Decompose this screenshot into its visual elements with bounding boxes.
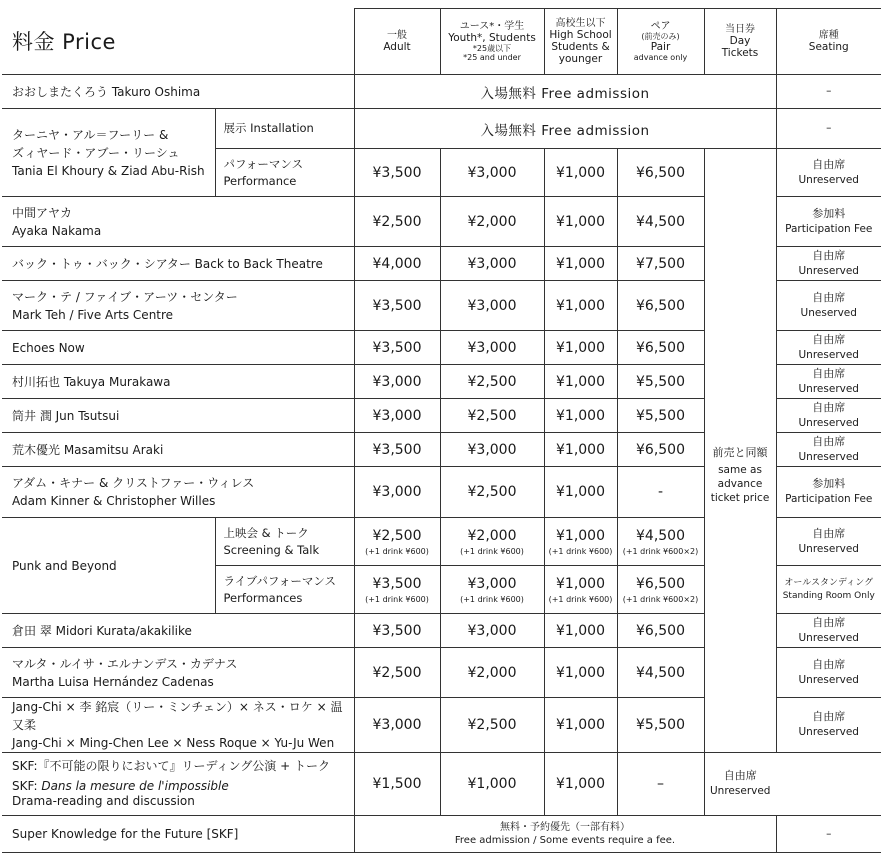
event-name-line: SKF:『不可能の限りにおいて』リーディング公演 + トーク <box>12 759 330 773</box>
event-name-line: ターニヤ・アル＝フーリー & <box>12 127 169 142</box>
header-seating <box>776 9 881 75</box>
price-highschool: ¥1,000 <box>544 331 617 365</box>
drink-note: (+1 drink ¥600) <box>460 546 524 556</box>
event-name-line: おおしまたくろう Takuro Oshima <box>12 84 201 99</box>
event-name <box>2 399 354 433</box>
seating-en: Unreserved <box>798 542 859 555</box>
day-ticket-note-en: ticket price <box>710 491 770 504</box>
event-name-line: 倉田 翠 Midori Kurata/akakilike <box>12 623 192 638</box>
price-adult: ¥3,000 <box>354 467 440 518</box>
drink-note: (+1 drink ¥600) <box>365 546 429 556</box>
event-name-line: 中間アヤカ <box>12 205 73 220</box>
table-row <box>2 109 881 149</box>
seating-jp: 自由席 <box>812 400 846 414</box>
price-value: ¥2,500 <box>372 527 422 544</box>
price-adult: ¥3,000 <box>354 698 440 753</box>
event-name-line: Punk and Beyond <box>12 558 117 573</box>
price-youth: ¥3,000 <box>440 614 544 648</box>
event-name-line: Tania El Khoury & Ziad Abu-Rish <box>12 163 205 178</box>
drink-note: (+1 drink ¥600) <box>548 594 613 604</box>
price-value: ¥1,000 <box>556 575 605 592</box>
price-value: ¥2,000 <box>467 527 517 544</box>
price-table <box>2 8 881 853</box>
price-highschool: ¥1,000 <box>544 281 617 331</box>
event-name-line: ズィヤード・アブー・リーシュ <box>12 145 180 160</box>
seating-en: Unreserved <box>798 631 859 644</box>
event-name-line: マーク・テ / ファイブ・アーツ・センター <box>12 289 238 304</box>
price-value: ¥4,500 <box>636 527 685 544</box>
seating-cell <box>776 149 881 197</box>
price-adult: ¥1,500 <box>354 753 440 816</box>
seating-cell: – <box>776 75 881 109</box>
price-pair: ¥5,500 <box>617 399 704 433</box>
seating-en: Unreserved <box>710 785 771 798</box>
price-youth: ¥3,000 <box>440 433 544 467</box>
seating-jp: オールスタンディング <box>784 578 874 589</box>
price-adult: ¥3,500 <box>354 281 440 331</box>
seating-cell <box>776 698 881 753</box>
event-name <box>2 197 354 247</box>
seating-en: Unreserved <box>798 726 859 739</box>
sub-event <box>215 566 354 614</box>
price-highschool <box>544 566 617 614</box>
event-name <box>2 331 354 365</box>
free-admission: 入場無料 Free admission <box>354 75 776 109</box>
event-name-line: Jang-Chi × 李 銘宸（リー・ミンチェン）× ネス・ロケ × 温 又柔 <box>12 700 343 732</box>
price-adult: ¥2,500 <box>354 648 440 698</box>
sub-event-line: Performance <box>223 173 297 188</box>
header-highschool <box>544 9 617 75</box>
seating-en: Unreserved <box>798 264 859 277</box>
event-name <box>2 753 354 816</box>
price-pair: ¥6,500 <box>617 281 704 331</box>
price-youth <box>440 566 544 614</box>
event-name <box>2 816 354 853</box>
header-pair <box>617 9 704 75</box>
seating-en: Unreserved <box>798 348 859 361</box>
event-name-line: マルタ・ルイサ・エルナンデス・カデナス <box>12 656 238 671</box>
event-name-line: 荒木優光 Masamitsu Araki <box>12 442 164 457</box>
price-adult: ¥3,000 <box>354 365 440 399</box>
event-name-line: Drama-reading and discussion <box>12 794 195 808</box>
price-highschool: ¥1,000 <box>544 433 617 467</box>
price-youth: ¥2,500 <box>440 399 544 433</box>
event-name-line: Mark Teh / Five Arts Centre <box>12 307 174 322</box>
price-youth: ¥2,500 <box>440 467 544 518</box>
price-pair: ¥6,500 <box>617 331 704 365</box>
header-highschool-en-3: younger <box>558 53 603 66</box>
price-youth: ¥3,000 <box>440 247 544 281</box>
event-name-line: Adam Kinner & Christopher Willes <box>12 494 216 508</box>
price-adult: ¥2,500 <box>354 197 440 247</box>
seating-en: Uneserved <box>800 306 857 319</box>
drink-note: (+1 drink ¥600×2) <box>622 594 699 604</box>
price-highschool: ¥1,000 <box>544 399 617 433</box>
event-name <box>2 614 354 648</box>
price-pair: - <box>617 467 704 518</box>
seating-cell <box>776 365 881 399</box>
sub-event-line: 上映会 & トーク <box>223 526 309 541</box>
seating-jp: 自由席 <box>812 657 846 671</box>
free-note-jp: 無料・予約優先（一部有料） <box>500 821 630 833</box>
price-pair <box>617 566 704 614</box>
event-name <box>2 467 354 518</box>
table-row <box>2 753 881 816</box>
event-name-line: バック・トゥ・バック・シアター Back to Back Theatre <box>12 256 323 271</box>
event-name-italic: Dans la mesure de l'impossible <box>41 779 229 793</box>
seating-jp: 自由席 <box>812 248 846 262</box>
seating-en: Unreserved <box>798 450 859 463</box>
drink-note: (+1 drink ¥600) <box>548 546 613 556</box>
price-highschool: ¥1,000 <box>544 614 617 648</box>
header-adult-en: Adult <box>383 41 411 54</box>
table-row <box>2 75 881 109</box>
event-name <box>2 75 354 109</box>
price-youth: ¥2,500 <box>440 698 544 753</box>
header-pair-en: Pair <box>650 41 671 54</box>
price-pair: ¥5,500 <box>617 698 704 753</box>
header-day-en-2: Tickets <box>721 47 759 60</box>
seating-cell <box>776 648 881 698</box>
seating-cell <box>776 467 881 518</box>
header-youth-note-jp: *25歳以下 <box>472 44 512 54</box>
header-pair-note-jp: (前売のみ) <box>641 32 680 42</box>
header-youth-jp: ユース*・学生 <box>459 20 525 32</box>
header-day-en-1: Day <box>729 35 751 48</box>
price-youth: ¥1,000 <box>440 753 544 816</box>
event-name-line: アダム・キナー & クリストファー・ウィレス <box>12 476 255 490</box>
price-pair: ¥6,500 <box>617 614 704 648</box>
price-youth: ¥3,000 <box>440 149 544 197</box>
table-row <box>2 816 881 853</box>
event-name <box>2 518 215 614</box>
header-pair-note-en: advance only <box>633 53 688 63</box>
header-day <box>704 9 776 75</box>
price-adult <box>354 518 440 566</box>
event-name-line: 村川拓也 Takuya Murakawa <box>12 374 171 389</box>
event-name <box>2 281 354 331</box>
seating-jp: 自由席 <box>812 526 846 540</box>
day-ticket-note <box>704 149 776 753</box>
seating-en: Unreserved <box>798 382 859 395</box>
price-adult: ¥4,000 <box>354 247 440 281</box>
event-name-line: Jang-Chi × Ming-Chen Lee × Ness Roque × Yu-Ju Wen <box>12 736 335 750</box>
sub-event: 展示 Installation <box>215 109 354 149</box>
free-admission-note <box>354 816 776 853</box>
sub-event <box>215 518 354 566</box>
event-name-line: Echoes Now <box>12 340 85 355</box>
seating-cell <box>776 566 881 614</box>
event-name-line: Ayaka Nakama <box>12 223 102 238</box>
seating-jp: 自由席 <box>812 366 846 380</box>
header-adult <box>354 9 440 75</box>
seating-cell <box>776 614 881 648</box>
price-youth: ¥2,000 <box>440 648 544 698</box>
price-highschool <box>544 518 617 566</box>
price-highschool: ¥1,000 <box>544 467 617 518</box>
seating-en: Unreserved <box>798 173 859 186</box>
seating-en: Unreserved <box>798 673 859 686</box>
price-pair: ¥7,500 <box>617 247 704 281</box>
seating-cell <box>776 433 881 467</box>
free-note-en: Free admission / Some events require a fee. <box>454 835 676 846</box>
seating-cell <box>776 281 881 331</box>
seating-jp: 自由席 <box>812 434 846 448</box>
event-name-line: Martha Luisa Hernández Cadenas <box>12 674 214 689</box>
price-adult: ¥3,500 <box>354 614 440 648</box>
header-youth-en: Youth*, Students <box>448 32 536 45</box>
price-highschool: ¥1,000 <box>544 698 617 753</box>
event-name <box>2 433 354 467</box>
drink-note: (+1 drink ¥600×2) <box>622 546 699 556</box>
header-youth <box>440 9 544 75</box>
seating-jp: 参加料 <box>812 206 846 220</box>
seating-en: Participation Fee <box>785 222 873 235</box>
price-adult <box>354 566 440 614</box>
header-day-jp: 当日券 <box>725 23 755 35</box>
price-pair: ¥6,500 <box>617 149 704 197</box>
header-adult-jp: 一般 <box>387 29 407 41</box>
seating-cell <box>776 331 881 365</box>
event-name-line: Super Knowledge for the Future [SKF] <box>12 827 239 841</box>
price-highschool: ¥1,000 <box>544 648 617 698</box>
seating-cell: – <box>776 816 881 853</box>
page-title: 料金 Price <box>2 9 354 75</box>
seating-jp: 自由席 <box>812 157 846 171</box>
seating-jp: 自由席 <box>812 290 846 304</box>
price-youth: ¥2,000 <box>440 197 544 247</box>
drink-note: (+1 drink ¥600) <box>460 594 524 604</box>
seating-cell <box>776 399 881 433</box>
seating-cell <box>776 518 881 566</box>
sub-event-line: パフォーマンス <box>223 157 304 172</box>
seating-jp: 参加料 <box>812 477 846 491</box>
sub-event <box>215 149 354 197</box>
seating-en: Standing Room Only <box>782 590 875 601</box>
price-pair: – <box>617 753 704 816</box>
event-name <box>2 698 354 753</box>
seating-cell <box>776 197 881 247</box>
event-name <box>2 648 354 698</box>
seating-en: Unreserved <box>798 416 859 429</box>
price-adult: ¥3,000 <box>354 399 440 433</box>
price-highschool: ¥1,000 <box>544 365 617 399</box>
seating-jp: 自由席 <box>812 615 846 629</box>
seating-cell <box>776 247 881 281</box>
header-youth-note-en: *25 and under <box>463 53 521 63</box>
price-value: ¥6,500 <box>636 575 685 592</box>
event-name <box>2 247 354 281</box>
event-name-line: SKF: <box>12 779 42 793</box>
sub-event-line: Performances <box>223 590 303 605</box>
seating-jp: 自由席 <box>812 332 846 346</box>
header-highschool-en-1: High School <box>549 29 612 42</box>
seating-jp: 自由席 <box>723 769 757 783</box>
price-highschool: ¥1,000 <box>544 149 617 197</box>
price-youth: ¥2,500 <box>440 365 544 399</box>
price-youth: ¥3,000 <box>440 281 544 331</box>
price-youth <box>440 518 544 566</box>
price-adult: ¥3,500 <box>354 331 440 365</box>
header-seating-en: Seating <box>808 41 849 54</box>
event-name <box>2 365 354 399</box>
drink-note: (+1 drink ¥600) <box>365 594 429 604</box>
price-value: ¥3,000 <box>467 575 517 592</box>
price-pair <box>617 518 704 566</box>
header-seating-jp: 席種 <box>818 29 839 41</box>
price-adult: ¥3,500 <box>354 149 440 197</box>
header-pair-jp: ペア <box>650 20 671 32</box>
price-pair: ¥4,500 <box>617 197 704 247</box>
price-youth: ¥3,000 <box>440 331 544 365</box>
seating-cell: – <box>776 109 881 149</box>
price-highschool: ¥1,000 <box>544 197 617 247</box>
header-highschool-jp: 高校生以下 <box>555 17 606 29</box>
day-ticket-note-jp: 前売と同額 <box>712 446 768 459</box>
event-name <box>2 109 215 197</box>
price-pair: ¥5,500 <box>617 365 704 399</box>
price-value: ¥1,000 <box>556 527 605 544</box>
sub-event-line: ライブパフォーマンス <box>223 574 336 589</box>
price-pair: ¥4,500 <box>617 648 704 698</box>
seating-jp: 自由席 <box>812 710 846 724</box>
day-ticket-note-en: advance <box>717 477 763 490</box>
free-admission: 入場無料 Free admission <box>354 109 776 149</box>
day-ticket-note-en: same as <box>718 464 762 477</box>
header-row <box>2 9 881 75</box>
price-pair: ¥6,500 <box>617 433 704 467</box>
price-value: ¥3,500 <box>372 575 422 592</box>
sub-event-line: Screening & Talk <box>223 542 320 557</box>
price-highschool: ¥1,000 <box>544 247 617 281</box>
seating-cell <box>704 753 776 816</box>
seating-en: Participation Fee <box>785 493 873 506</box>
event-name-line: 筒井 潤 Jun Tsutsui <box>12 408 120 423</box>
price-adult: ¥3,500 <box>354 433 440 467</box>
header-highschool-en-2: Students & <box>551 41 610 54</box>
price-highschool: ¥1,000 <box>544 753 617 816</box>
